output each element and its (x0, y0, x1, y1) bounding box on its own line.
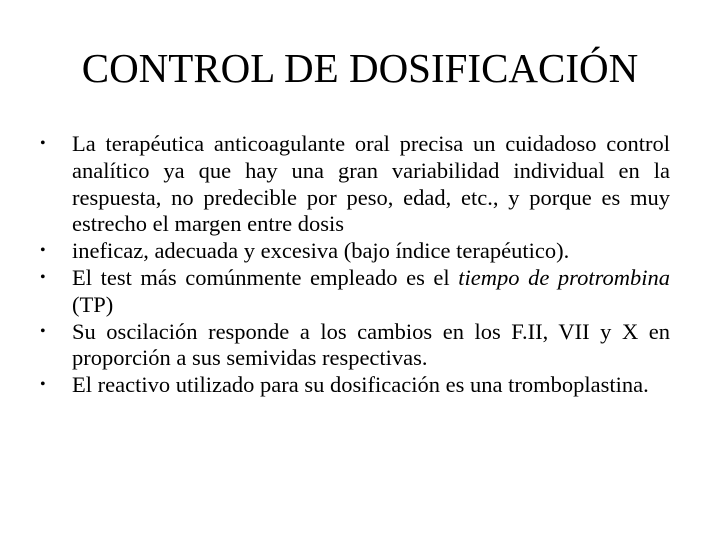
bullet-dot-icon: • (40, 135, 46, 152)
bullet-text-before: El test más comúnmente empleado es el (72, 264, 459, 290)
bullet-text (72, 265, 670, 317)
bullet-dot-icon: • (40, 322, 46, 340)
bullet-text: El reactivo utilizado para su dosificación es una tromboplastina. (72, 372, 649, 398)
bullet-dot-icon: • (40, 268, 46, 286)
bullet-item-therapeutic-index (40, 238, 670, 265)
bullet-text: ineficaz, adecuada y excesiva (bajo índice terapéutico). (72, 238, 570, 264)
bullet-list (40, 131, 670, 399)
bullet-item-common-test (40, 265, 670, 319)
bullet-text: La terapéutica anticoagulante oral precisa un cuidadoso control analítico ya que hay una gran variabilidad individual en la respuesta, no predecible por peso, edad, etc., y porque es muy estrecho el margen entre dosis (72, 131, 670, 237)
bullet-text-after: (TP) (72, 291, 114, 317)
bullet-dot-icon: • (40, 242, 46, 260)
bullet-text: Su oscilación responde a los cambios en los F.II, VII y X en proporción a sus semividas respectivas. (72, 318, 670, 371)
slide-title: CONTROL DE DOSIFICACIÓN (81, 45, 639, 91)
bullet-item-reagent (40, 372, 670, 399)
bullet-dot-icon: • (40, 376, 46, 394)
bullet-item-anticoagulant-control (40, 131, 670, 238)
bullet-item-oscillation (40, 319, 670, 373)
bullet-text-italic: tiempo de protrombina (458, 264, 670, 290)
